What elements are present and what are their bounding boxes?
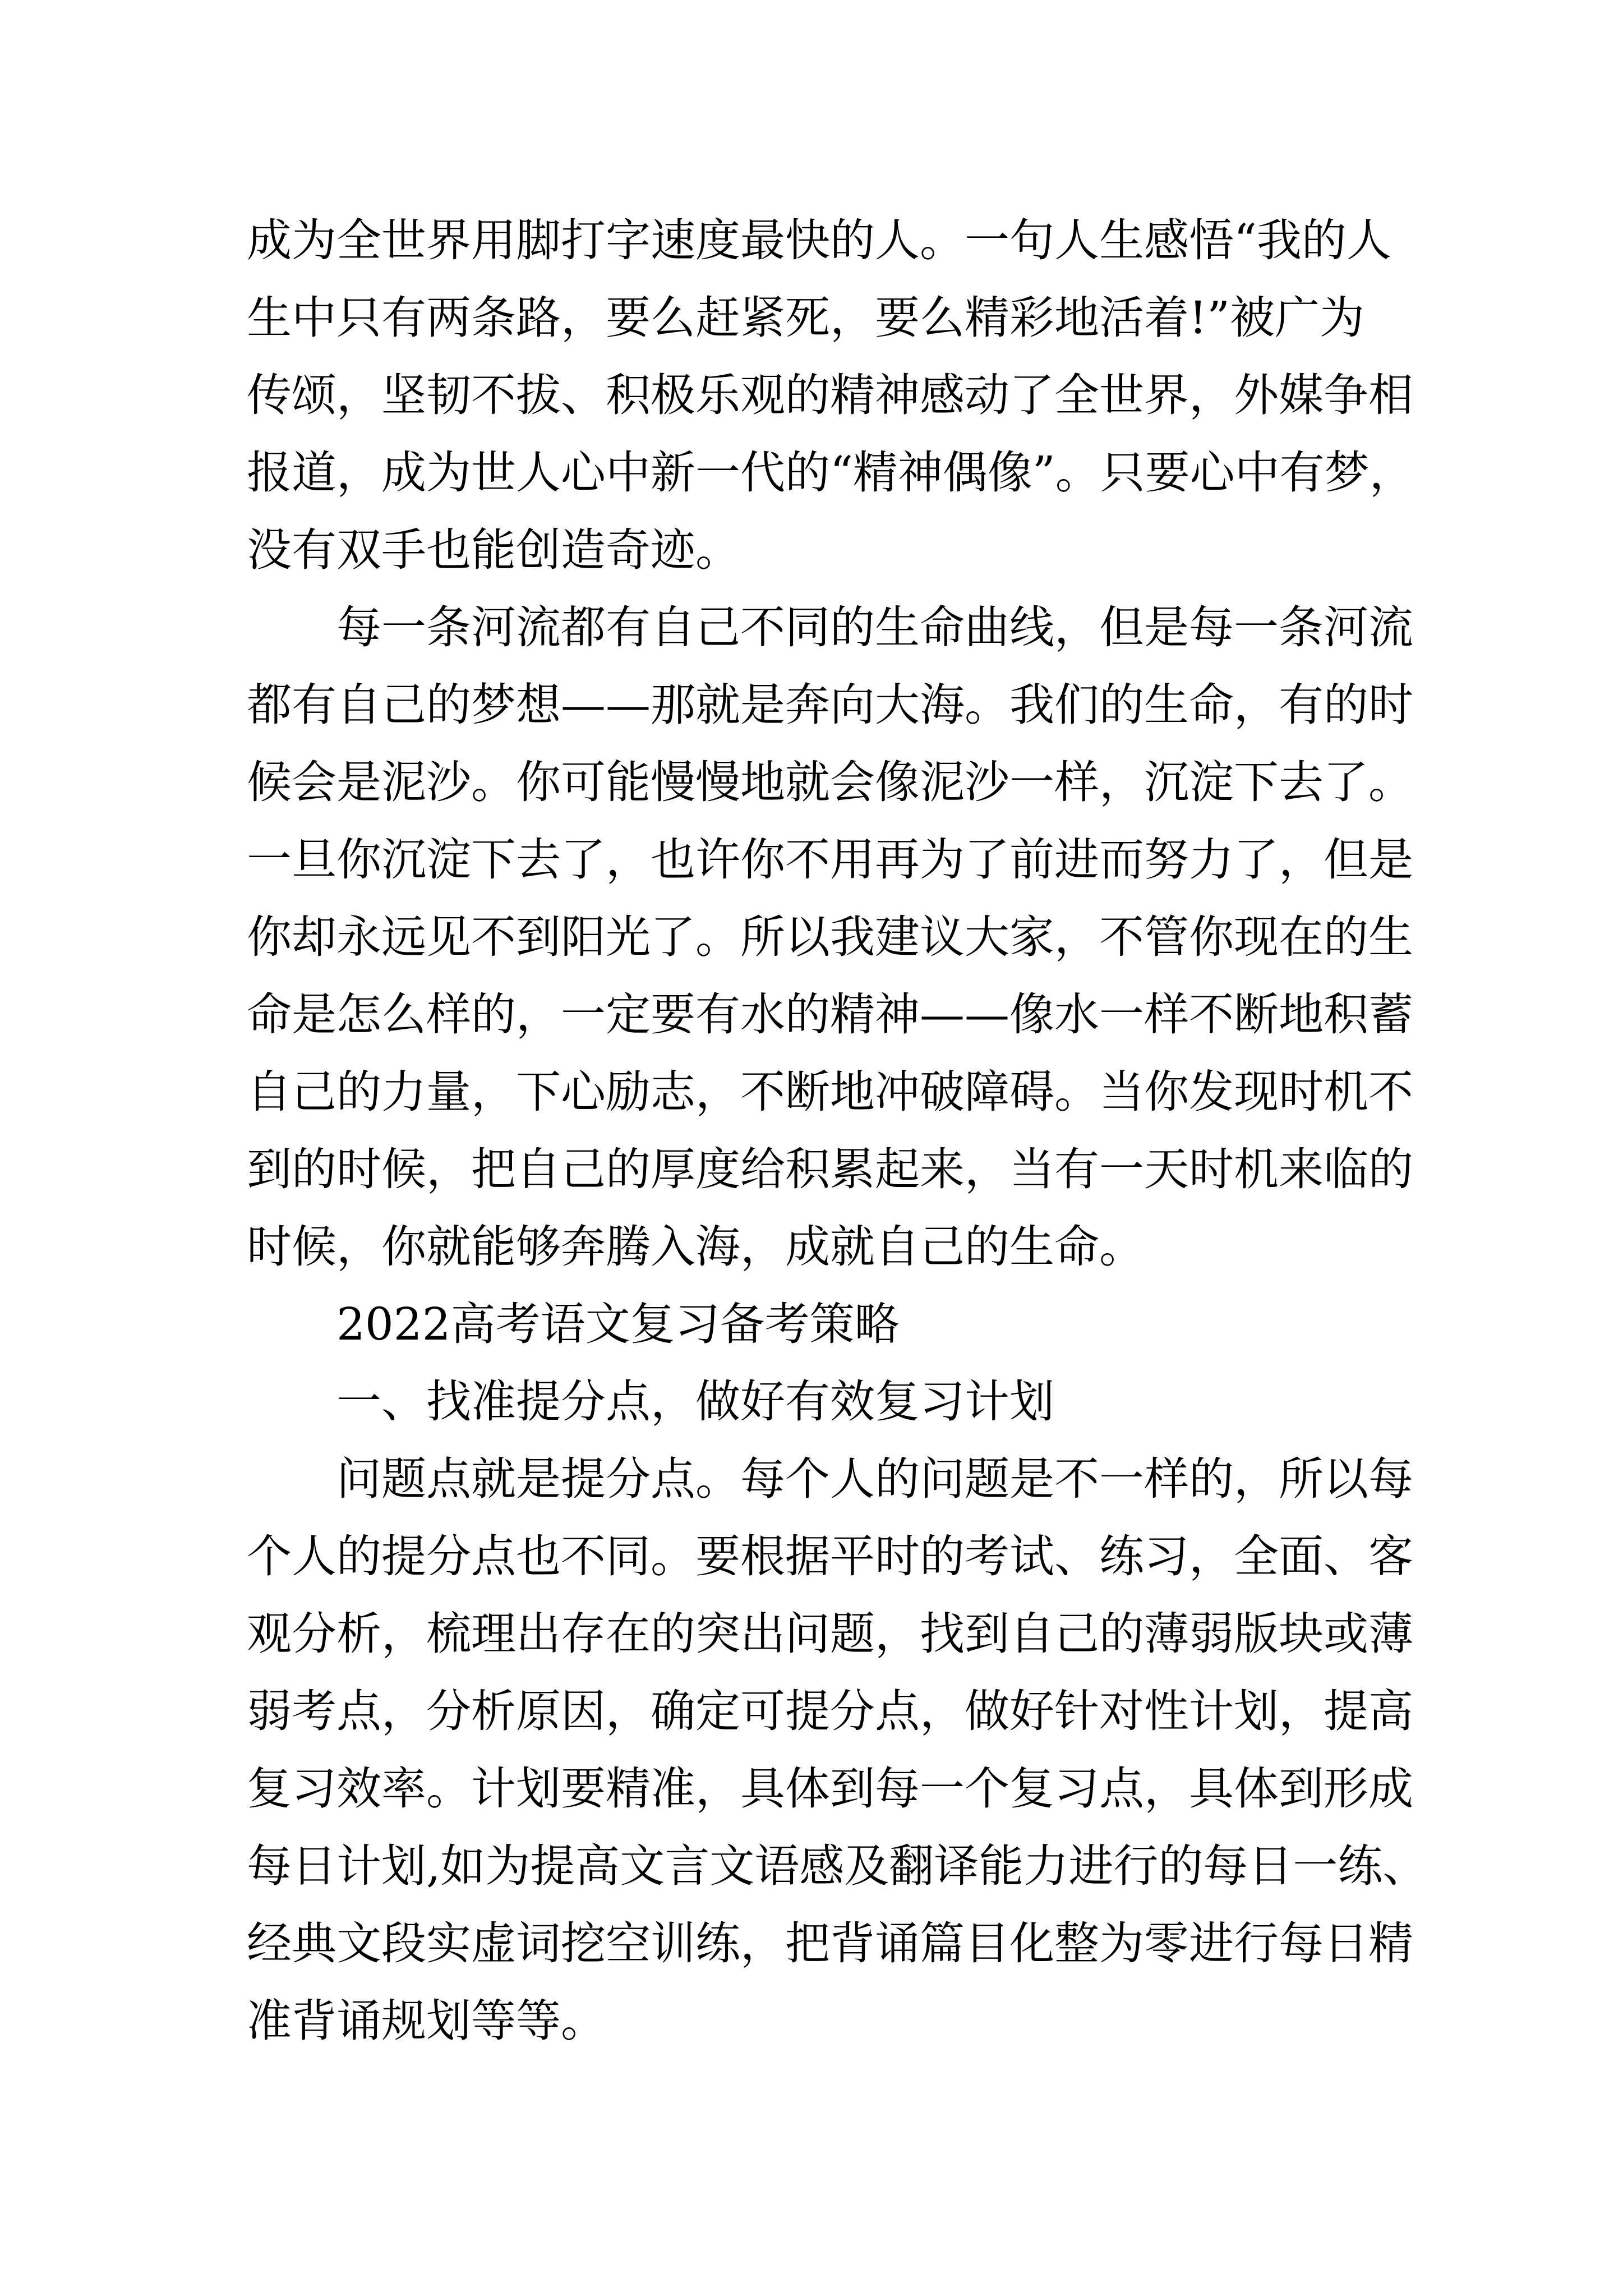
paragraph-line: 一旦你沉淀下去了，也许你不用再为了前进而努力了，但是 [247, 834, 1413, 886]
paragraph-line: 每一条河流都有自己不同的生命曲线，但是每一条河流 [336, 601, 1413, 654]
section-title: 2022高考语文复习备考策略 [336, 1298, 900, 1350]
section-heading: 一、找准提分点，做好有效复习计划 [336, 1375, 1054, 1428]
paragraph-line: 观分析，梳理出存在的突出问题，找到自己的薄弱版块或薄 [247, 1608, 1413, 1660]
paragraph-line: 生中只有两条路，要么赶紧死，要么精彩地活着!”被广为 [247, 292, 1365, 344]
paragraph-line: 到的时候，把自己的厚度给积累起来，当有一天时机来临的 [247, 1143, 1413, 1195]
paragraph-line: 没有双手也能创造奇迹。 [247, 524, 740, 576]
paragraph-line: 复习效率。计划要精准，具体到每一个复习点，具体到形成 [247, 1763, 1413, 1815]
paragraph-line: 每日计划,如为提高文言文语感及翻译能力进行的每日一练、 [247, 1840, 1428, 1892]
paragraph-line: 报道，成为世人心中新一代的“精神偶像”。只要心中有梦， [247, 447, 1414, 499]
paragraph-line: 经典文段实虚词挖空训练，把背诵篇目化整为零进行每日精 [247, 1917, 1413, 1970]
paragraph-line: 个人的提分点也不同。要根据平时的考试、练习，全面、客 [247, 1530, 1413, 1582]
paragraph-line: 传颂，坚韧不拔、积极乐观的精神感动了全世界，外媒争相 [247, 369, 1413, 421]
paragraph-line: 你却永远见不到阳光了。所以我建议大家，不管你现在的生 [247, 911, 1413, 963]
document-body [247, 202, 1428, 2060]
paragraph-line: 命是怎么样的，一定要有水的精神——像水一样不断地积蓄 [247, 988, 1413, 1041]
paragraph-line: 准背诵规划等等。 [247, 1995, 606, 2047]
paragraph-line: 时候，你就能够奔腾入海，成就自己的生命。 [247, 1221, 1144, 1273]
paragraph-line: 自己的力量，下心励志，不断地冲破障碍。当你发现时机不 [247, 1066, 1413, 1118]
paragraph-line: 问题点就是提分点。每个人的问题是不一样的，所以每 [336, 1453, 1413, 1505]
paragraph-line: 弱考点，分析原因，确定可提分点，做好针对性计划，提高 [247, 1685, 1413, 1737]
paragraph-line: 成为全世界用脚打字速度最快的人。一句人生感悟“我的人 [247, 214, 1391, 266]
paragraph-line: 都有自己的梦想——那就是奔向大海。我们的生命，有的时 [247, 679, 1413, 731]
paragraph-line: 候会是泥沙。你可能慢慢地就会像泥沙一样，沉淀下去了。 [247, 756, 1413, 808]
